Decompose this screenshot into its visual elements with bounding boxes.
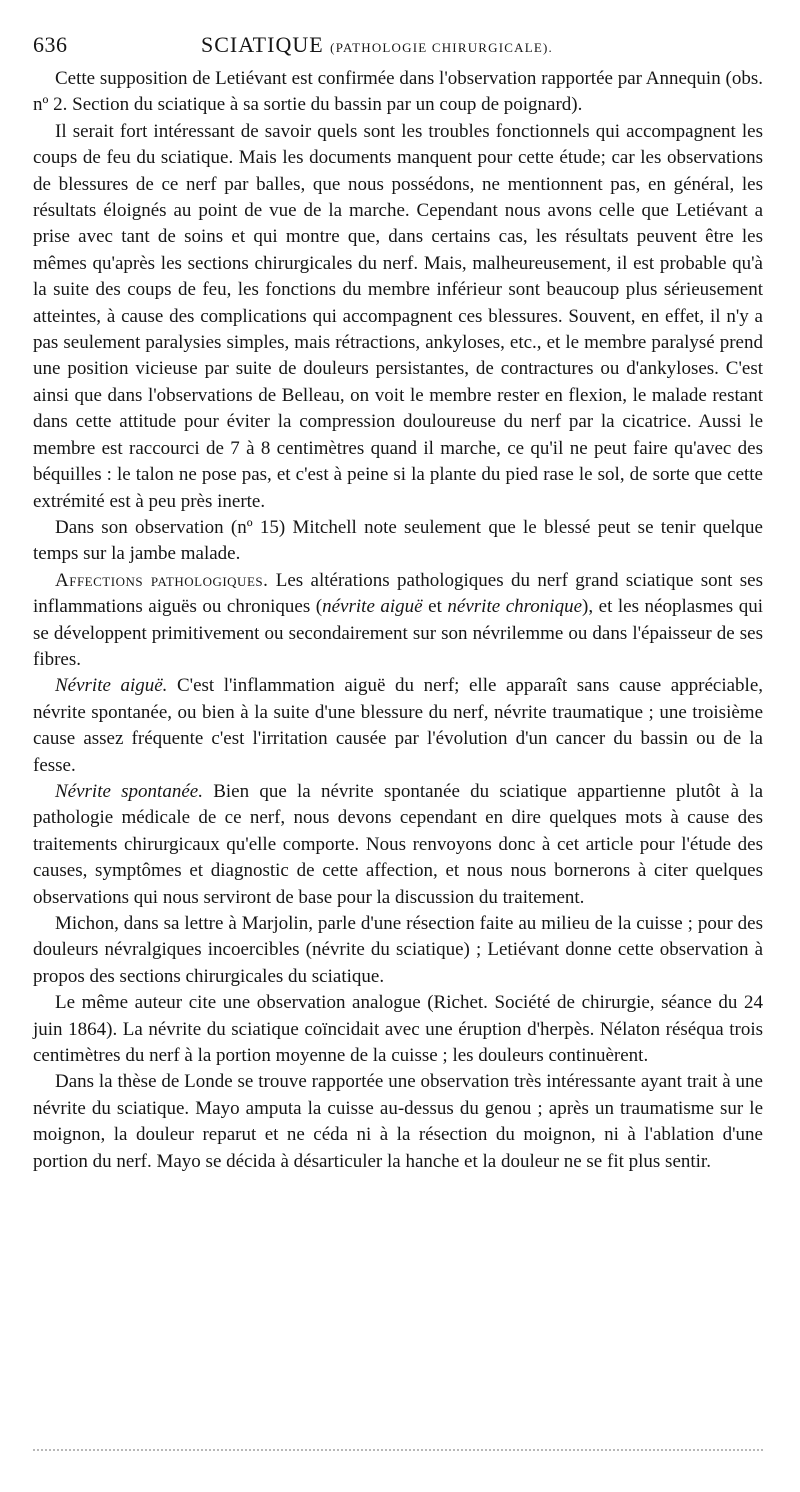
paragraph: Il serait fort intéressant de savoir quels sont les troubles fonctionnels qui accompagnent les coups de feu du sciatique. Mais les documents manquent pour cette étude; car les observations de blessures de ce nerf par balles, que nous possédons, ne mentionnent pas, en général, les résultats éloignés au point de vue de la marche. Cependant nous avons celle que Letiévant a prise avec tant de soins et qui montre que, dans certains cas, les résultats peuvent être les mêmes qu'après les sections chirurgicales du nerf. Mais, malheureusement, il est probable qu'à la suite des coups de feu, les fonctions du membre inférieur sont beaucoup plus sérieusement atteintes, à cause des complications qui accompagnent ces blessures. Souvent, en effet, il n'y a pas seulement paralysies simples, mais rétractions, ankyloses, etc., et le membre paralysé prend une position vicieuse par suite de douleurs persistantes, de contractures ou d'ankyloses. C'est ainsi que dans l'observations de Belleau, on voit le membre rester en flexion, le malade restant dans cette attitude pour éviter la compression douloureuse du nerf par la cicatrice. Aussi le membre est raccourci de 7 à 8 centimètres quand il marche, ce qu'il ne peut faire qu'avec des béquilles : le talon ne pose pas, et c'est à peine si la plante du pied rase le sol, de sorte que cette extrémité est à peu près inerte. [33,120,763,512]
italic-term: névrite aiguë [322,596,423,618]
running-head [201,32,553,58]
running-head-section: (PATHOLOGIE CHIRURGICALE). [330,40,553,55]
running-head-title: SCIATIQUE [201,32,324,57]
section-lead: Névrite aiguë. [55,675,168,697]
paragraph-text: et [422,596,448,618]
paragraph-text: C'est l'inflammation aiguë du nerf; elle apparaît sans cause appréciable, névrite spontanée, ou bien à la suite d'une blessure du nerf, névrite traumatique ; une troisième cause assez fréquente c'est l'irritation causée par l'évolution d'un cancer du bassin ou de la fesse. [33,675,763,776]
paragraph: Dans son observation (nº 15) Mitchell note seulement que le blessé peut se tenir quelque temps sur la jambe malade. [33,516,763,565]
paragraph [33,673,763,779]
paragraph: Dans la thèse de Londe se trouve rapportée une observation très intéressante ayant trait à une névrite du sciatique. Mayo amputa la cuisse au-dessus du genou ; après un traumatisme sur le moignon, la douleur reparut et ne céda ni à la résection du moignon, ni à l'ablation d'une portion du nerf. Mayo se décida à désarticuler la hanche et la douleur ne se fit plus sentir. [33,1071,763,1172]
page-number: 636 [33,32,68,57]
paragraph-text: Les altérations pathologiques du nerf grand sciatique sont ses inflammations aiguës ou chroniques ( [33,569,764,618]
paragraph-text: ), et les néoplasmes qui se développent primitivement ou secondairement sur son névrilemme ou dans l'épaisseur de ses fibres. [33,596,763,670]
footer-dotted-rule [33,1449,763,1451]
paragraph: Michon, dans sa lettre à Marjolin, parle d'une résection faite au milieu de la cuisse ; pour des douleurs névralgiques incoercibles (névrite du sciatique) ; Letiévant donne cette observation à propos des sections chirurgicales du sciatique. [33,913,763,987]
section-lead: Névrite spontanée. [55,780,203,802]
paragraph [33,568,763,674]
body-text [33,66,763,1175]
italic-term: névrite chronique [447,596,583,618]
paragraph: Cette supposition de Letiévant est confirmée dans l'observation rapportée par Annequin (obs. nº 2. Section du sciatique à sa sortie du bassin par un coup de poignard). [33,68,763,116]
paragraph-text: Bien que la névrite spontanée du sciatique appartienne plutôt à la pathologie médicale de ce nerf, nous devons cependant en dire quelques mots à cause des traitements chirurgicaux qu'elle comporte. Nous renvoyons donc à cet article pour l'étude des causes, symptômes et diagnostic de cette affection, et nous nous bornerons à citer quelques observations qui nous serviront de base pour la discussion du traitement. [33,780,763,908]
paragraph: Le même auteur cite une observation analogue (Richet. Société de chirurgie, séance du 24 juin 1864). La névrite du sciatique coïncidait avec une éruption d'herpès. Nélaton réséqua trois centimètres du nerf à la portion moyenne de la cuisse ; les douleurs continuèrent. [33,992,763,1067]
paragraph [33,779,763,911]
section-lead: Affections pathologiques. [55,569,269,591]
running-header [33,32,768,58]
